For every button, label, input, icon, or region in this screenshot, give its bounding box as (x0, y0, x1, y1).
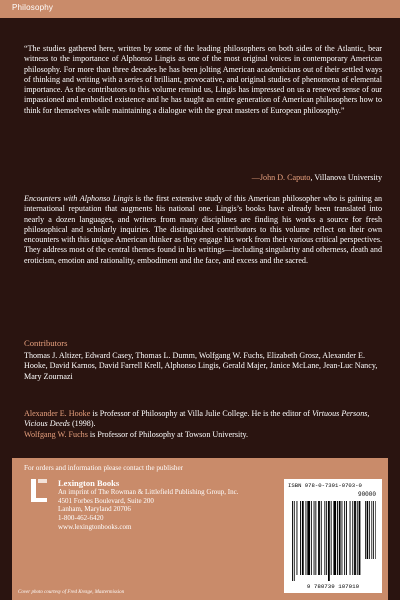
editor-bio-hooke (24, 409, 382, 430)
book-description (24, 194, 382, 266)
attribution-affiliation: , Villanova University (310, 173, 382, 182)
editor-name: Alexander E. Hooke (24, 409, 91, 418)
description-text: is the first extensive study of this American philosopher who is gaining an international reputation that augments his national one. Lingis’s books have already been translated into nearly a dozen languages, and writers from many disciplines are finding his works a source for fresh philosophical and scholarly inquiries. The distinguished contributors to this volume reflect on their own encounters with this unique American thinker as they engage his work from their various critical perspectives. They address most of the central themes found in his writings—including singularity and otherness, death and eroticism, emotion and rationality, embodiment and the face, and excess and the sacred. (24, 194, 382, 265)
category-label: Philosophy (12, 3, 54, 12)
editor-bio-text-end: (1998). (69, 419, 96, 429)
publisher-phone: 1-800-462-6420 (58, 514, 104, 523)
orders-line: For orders and information please contact the publisher (24, 464, 184, 472)
barcode-bars-icon (290, 501, 376, 581)
publisher-panel (12, 458, 388, 600)
endorsement-attribution (252, 173, 382, 182)
isbn-number: ISBN 978-0-7391-0703-0 (288, 482, 362, 489)
publisher-address-line2: Lanham, Maryland 20706 (58, 505, 131, 514)
editor-bio-text: is Professor of Philosophy at Towson University. (87, 429, 249, 439)
publisher-name: Lexington Books (58, 478, 120, 488)
editor-name: Wolfgang W. Fuchs (24, 429, 88, 439)
contributors-heading: Contributors (24, 338, 68, 348)
cover-photo-credit: Cover photo courtesy of Fred Krezge, Mastermission (18, 590, 125, 595)
attribution-name: John D. Caputo (259, 173, 311, 182)
lexington-logo-icon (28, 476, 50, 504)
description-book-title: Encounters with Alphonso Lingis (24, 194, 134, 203)
publisher-website[interactable]: www.lexingtonbooks.com (58, 522, 132, 531)
editor-bio-fuchs (24, 430, 382, 440)
publisher-address-line1: 4501 Forbes Boulevard, Suite 200 (58, 496, 154, 505)
attribution-dash: — (251, 173, 260, 182)
editor-bios (24, 409, 382, 440)
editor-bio-text: is Professor of Philosophy at Villa Julie College. He is the editor of (90, 409, 313, 418)
isbn-barcode (284, 479, 382, 593)
publisher-imprint: An imprint of The Rowman & Littlefield Publishing Group, Inc. (58, 488, 239, 496)
category-band (0, 0, 400, 18)
price-addon-digits: 90000 (357, 491, 376, 498)
quote-text: “The studies gathered here, written by some of the leading philosophers on both sides of the Atlantic, bear witness to the importance of Alphonso Lingis as one of the most original voices in contemporary American philosophy. For more than three decades he has been jolting American academicians out of their settled ways of thinking and writing with a series of brilliant, provocative, and original studies of phenomena of elemental importance. As the contributors to this volume remind us, Lingis has impressed on us a renewed sense of our impassioned and embodied existence and he has taught an entire generation of American philosophers how to think for themselves while maintaining a dialogue with the great masters of European philosophy.” (24, 44, 382, 115)
endorsement-quote (24, 44, 382, 116)
editor-book-title: Virtuous Persons, Vicious Deeds (24, 409, 370, 429)
contributors-list: Thomas J. Altizer, Edward Casey, Thomas L. Dumm, Wolfgang W. Fuchs, Elizabeth Grosz, Alexander E. Hooke, David Karnos, David Farrell Krell, Alphonso Lingis, Gerald Majer, Janice McLane, Jean-Luc Nancy, Mary Zournazi (24, 351, 378, 381)
ean-digits: 9 780739 107010 (306, 583, 360, 590)
publisher-details (58, 478, 239, 532)
